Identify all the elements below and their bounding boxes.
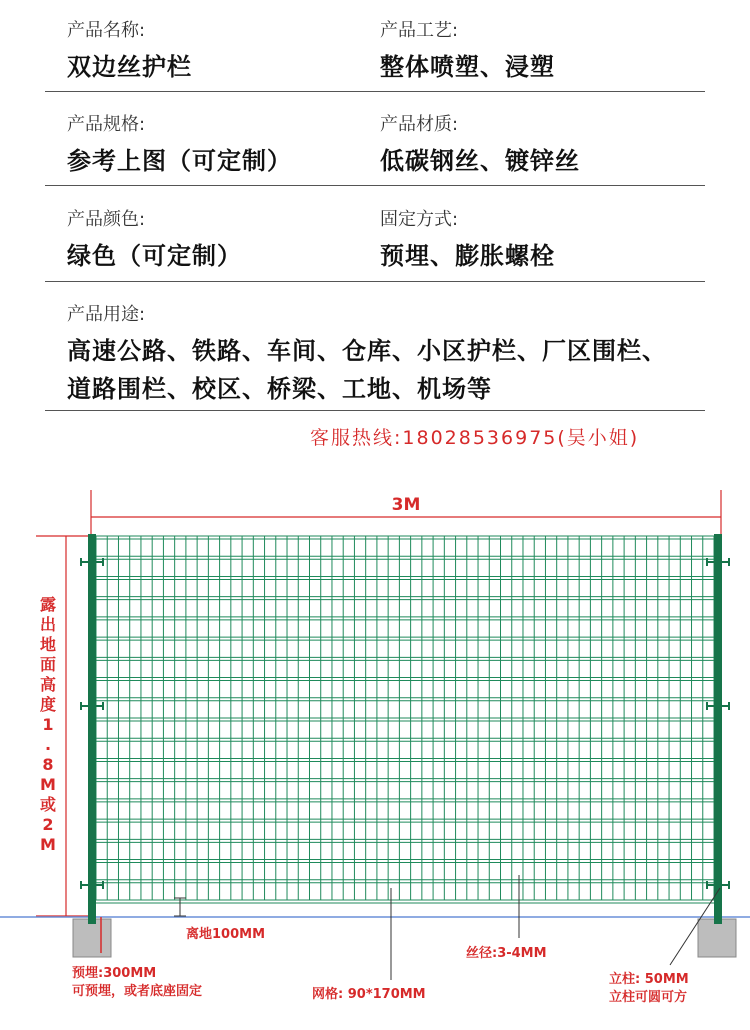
product-material-label: 产品材质: [380,114,459,135]
service-hotline: 客服热线:18028536975(吴小姐) [310,427,640,449]
product-craft-label: 产品工艺: [380,20,459,41]
embed-depth-label: 预埋:300MM [72,966,157,981]
fence-mesh [96,536,714,903]
mesh-size-label: 网格: 90*170MM [312,987,426,1002]
height-label-char: 出 [39,615,57,634]
height-label-char: M [40,775,56,794]
divider [45,281,705,282]
left-footing [73,919,111,957]
post-size-label: 立柱: 50MM [609,972,689,987]
leader-lines [391,875,720,980]
width-label: 3M [391,495,421,515]
post-shape-label: 立柱可圆可方 [609,990,688,1005]
fixing-method-label: 固定方式: [380,209,459,230]
height-label-char: 地 [39,635,57,654]
height-label-char: 露 [39,595,57,614]
product-size-value: 参考上图（可定制） [67,147,292,175]
product-color-value: 绿色（可定制） [67,242,242,270]
fence-diagram [0,470,750,1030]
height-label-char: 1 [42,715,54,734]
fixing-method-value: 预埋、膨胀螺栓 [380,242,555,270]
height-label-char: 面 [39,655,57,674]
divider [45,185,705,186]
product-name-value: 双边丝护栏 [67,53,192,81]
height-label-char: 8 [42,755,54,774]
right-footing [698,919,736,957]
right-post [714,534,722,924]
wire-diameter-label: 丝径:3-4MM [466,946,547,961]
product-usage-line-2: 道路围栏、校区、桥梁、工地、机场等 [67,375,492,403]
ground-clearance-label: 离地100MM [186,927,266,942]
product-usage-line-1: 高速公路、铁路、车间、仓库、小区护栏、厂区围栏、 [67,337,667,365]
clearance-marker [174,898,186,916]
product-color-label: 产品颜色: [67,209,146,230]
product-size-label: 产品规格: [67,114,146,135]
height-label-char: 度 [39,695,57,714]
left-post [88,534,96,924]
product-name-label: 产品名称: [67,20,146,41]
product-craft-value: 整体喷塑、浸塑 [380,53,555,81]
divider [45,91,705,92]
height-label-char: 高 [39,675,57,694]
product-material-value: 低碳钢丝、镀锌丝 [380,147,580,175]
divider [45,410,705,411]
height-label [40,595,56,854]
height-label-char: 2 [42,815,54,834]
embed-note-label: 可预埋，或者底座固定 [72,984,203,999]
product-usage-label: 产品用途: [67,304,146,325]
height-label-char: M [40,835,56,854]
height-label-char: . [44,735,52,754]
height-label-char: 或 [39,795,57,814]
